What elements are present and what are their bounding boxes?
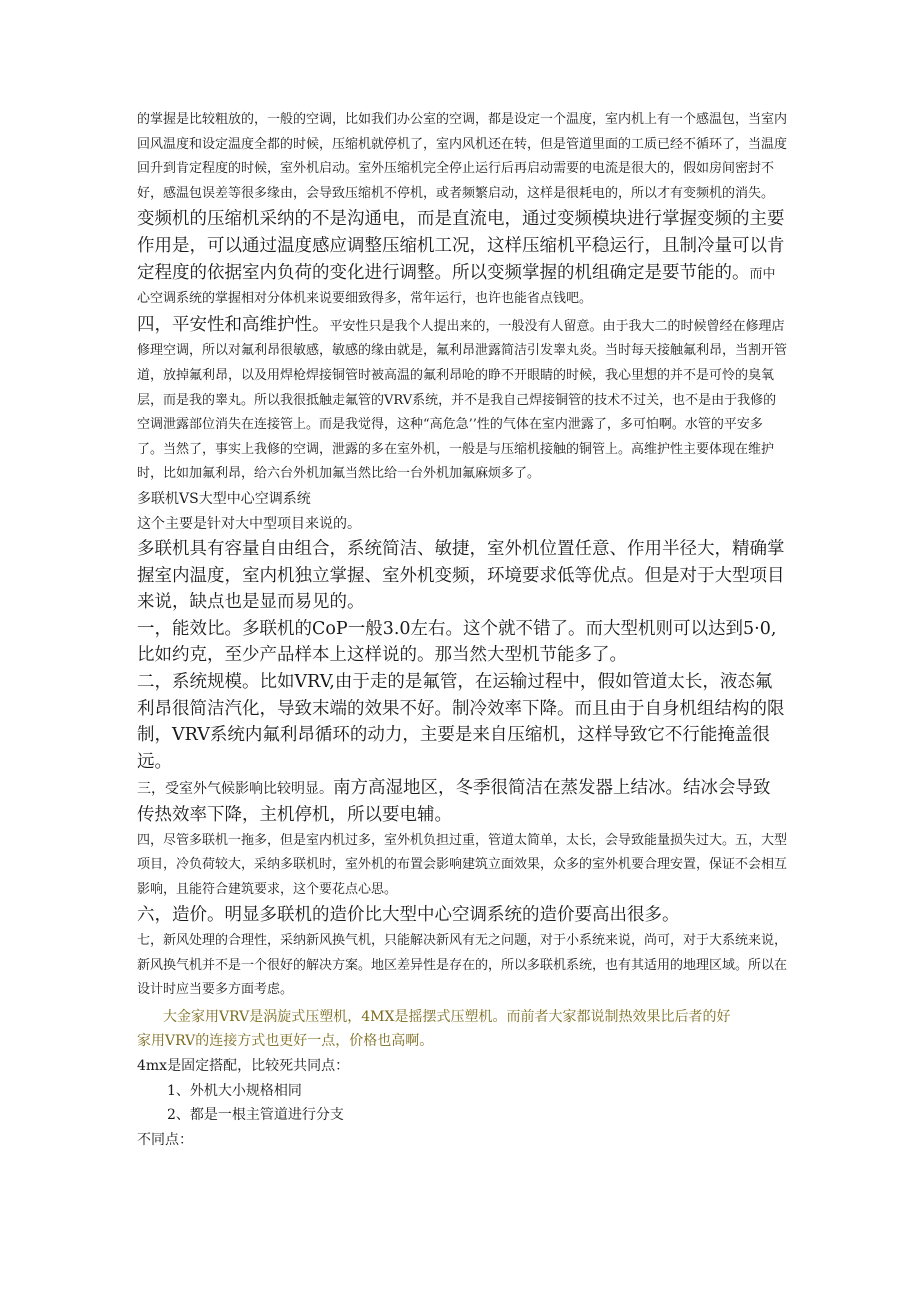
text-span: 变频机的压缩机采纳的不是沟通电，而是直流电，通过变频模块进行掌握变频的主要作用是，可以通过温度感应调整压缩机工况，这样压缩机平稳运行，且制冷量可以肯定程度的依据室内负荷的变化进行调整。所以变频掌握的机组确定是要节能的。	[137, 209, 785, 283]
paragraph-cost: 六，造价。明显多联机的造价比大型中心空调系统的造价要高出很多。	[137, 905, 680, 926]
paragraph-system-scale: 二，系统规模。比如VRV,由于走的是氟管，在运输过程中，假如管道太长，液态氟利昂很简洁汽化，导致末端的效果不好。制冷效率下降。而且由于自身机组结构的限制，VRV系统内氟利昂循环的动力，主要是来自压缩机，这样导致它不行能掩盖很远。	[137, 672, 785, 772]
paragraph-4mx: 4mx是固定搭配，比较死共同点：	[137, 1057, 350, 1074]
paragraph-fresh-air: 七，新风处理的合理性，采纳新风换气机，只能解决新风有无之问题，对于小系统来说，尚可，对于大系统来说，新风换气机并不是一个很好的解决方案。地区差异性是存在的，所以多联机系统，也有其适用的地理区域。所以在设计时应当要多方面考虑。	[137, 933, 788, 998]
paragraph-intro: 这个主要是针对大中型项目来说的。	[137, 515, 361, 532]
list-item: 1、外机大小规格相同	[167, 1082, 302, 1099]
paragraph-safety	[137, 312, 787, 487]
paragraph-efficiency: 一，能效比。多联机的CoP一般3.0左右。这个就不错了。而大型机则可以达到5·0,比如约克，至少产品样本上这样说的。那当然大型机节能多了。	[137, 618, 777, 666]
paragraph-daikin: 大金家用VRV是涡旋式压塑机，4MX是摇摆式压塑机。而前者大家都说制热效果比后者的好	[163, 1008, 731, 1025]
paragraph-differences: 不同点：	[137, 1131, 193, 1148]
paragraph-compressor-control	[137, 108, 787, 312]
paragraph-advantages: 多联机具有容量自由组合，系统简洁、敏捷，室外机位置任意、作用半径大，精确掌握室内温度，室内机独立掌握、室外机变频，环境要求低等优点。但是对于大型项目来说，缺点也是显而易见的。	[137, 539, 785, 613]
text-span: 平安性只是我个人提出来的，一般没有人留意。由于我大二的时候曾经在修理店修理空调，所以对氟利昂很敏感，敏感的缘由就是，氟利昂泄露简洁引发睾丸炎。当时每天接触氟利昂，当割开管道，放掉氟利昂，以及用焊枪焊接铜管时被高温的氟利昂呛的睁不开眼睛的时候，我心里想的并不是可怜的臭氧层，而是我的睾丸。所以我很抵触走氟管的VRV系统，并不是我自己焊接铜管的技术不过关，也不是由于我修的空调泄露部位消失在连接管上。而是我觉得，这种“高危急’’性的气体在室内泄露了，多可怕啊。水管的平安多了。当然了，事实上我修的空调，泄露的多在室外机，一般是与压缩机接触的铜管上。高维护性主要体现在维护时，比如加氟利昂，给六台外机加氟当然比给一台外机加氟麻烦多了。	[137, 318, 788, 482]
document-body	[137, 108, 787, 1152]
list-item: 2、都是一根主管道进行分支	[167, 1107, 344, 1124]
paragraph-vrv-connection: 家用VRV的连接方式也更好一点，价格也高啊。	[137, 1033, 434, 1050]
text-span: 南方高湿地区，冬季很简洁在蒸发器上结冰。结冰会导致传热效率下降，主机停机，所以要电辅。	[137, 778, 771, 826]
text-span: 而中心空调系统的掌握相对分体机来说要细致得多，常年运行，也许也能省点钱吧。	[137, 266, 776, 307]
paragraph-load: 四，尽管多联机一拖多，但是室内机过多，室外机负担过重，管道太简单，太长，会导致能量损失过大。五，大型项目，冷负荷较大，采纳多联机时，室外机的布置会影响建筑立面效果，众多的室外机要合理安置，保证不会相互影响，且能符合建筑要求，这个要花点心思。	[137, 832, 788, 897]
paragraph-climate	[137, 775, 787, 828]
text-span: 三，受室外气候影响比较明显。	[137, 781, 333, 798]
section-heading-vrv-vs-central: 多联机VS大型中心空调系统	[137, 490, 311, 507]
heading-inline: 四，平安性和高维护性。	[137, 314, 330, 335]
text-span: 的掌握是比较粗放的，一般的空调，比如我们办公室的空调，都是设定一个温度，室内机上有一个感温包，当室内回风温度和设定温度全都的时候，压缩机就停机了，室内风机还在转，但是管道里面的工质已经不循环了，当温度回升到肯定程度的时候，室外机启动。室外压缩机完全停止运行后再启动需要的电流是很大的，假如房间密封不好，感温包误差等很多缘由，会导致压缩机不停机，或者频繁启动，这样是很耗电的，所以才有变频机的消失。	[137, 112, 788, 201]
